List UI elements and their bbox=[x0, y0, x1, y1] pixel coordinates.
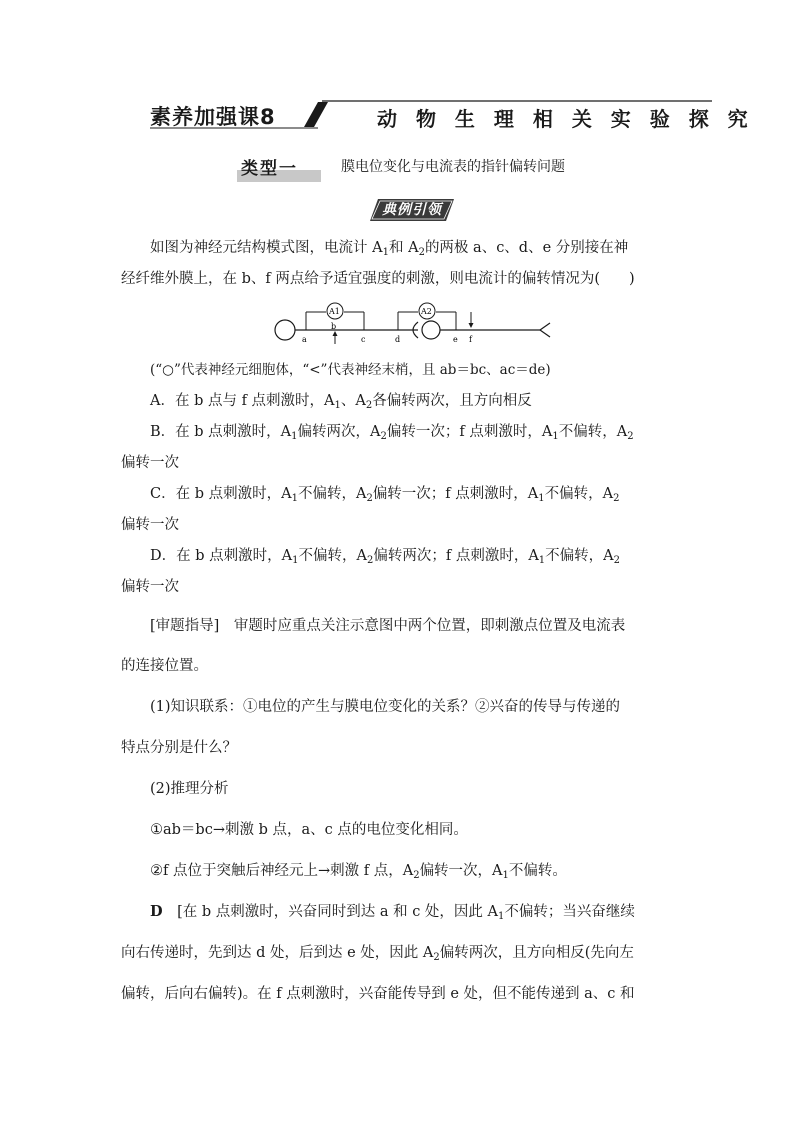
lesson-title: 素养加强课8 bbox=[150, 105, 276, 129]
answer-line1: D [在 b 点刺激时，兴奋同时到达 a 和 c 处，因此 $A_1$不偏转；当兴奋继续 bbox=[150, 903, 635, 922]
label-f: f bbox=[469, 335, 472, 344]
cell-body-1 bbox=[275, 320, 295, 340]
option-b-cont: 偏转一次 bbox=[121, 455, 179, 471]
nerve-ending-bottom bbox=[540, 330, 550, 337]
answer-line3: 偏转，后向右偏转)。在 f 点刺激时，兴奋能传导到 e 处，但不能传递到 a、c 和 bbox=[121, 986, 635, 1002]
type-section bbox=[241, 154, 565, 179]
reasoning-heading: (2)推理分析 bbox=[150, 781, 229, 797]
nerve-ending-top bbox=[540, 323, 550, 330]
option-d: D．在 b 点刺激时，$A_1$不偏转，$A_2$偏转两次；f 点刺激时，$A_1$不偏转，$A_2$ bbox=[150, 548, 621, 566]
answer-letter: D bbox=[150, 903, 163, 920]
knowledge-link-line1: (1)知识联系：①电位的产生与膜电位变化的关系？②兴奋的传导与传递的 bbox=[150, 699, 621, 715]
type-title: 膜电位变化与电流表的指针偏转问题 bbox=[341, 159, 565, 175]
diagram-note: (“○”代表神经元细胞体，“<”代表神经末梢，且 ab＝bc、ac＝de) bbox=[150, 362, 551, 378]
question-stem-line1: 如图为神经元结构模式图，电流计 $A_1$和 $A_2$的两极 a、c、d、e 分别接在神 bbox=[150, 240, 629, 258]
label-a: a bbox=[302, 335, 307, 344]
label-e: e bbox=[453, 335, 458, 344]
option-d-cont: 偏转一次 bbox=[121, 579, 179, 595]
neuron-diagram bbox=[268, 298, 568, 346]
meter-a1-label: A1 bbox=[329, 307, 340, 316]
reasoning-point-1: ①ab＝bc→刺激 b 点，a、c 点的电位变化相同。 bbox=[150, 822, 468, 838]
guide-line1: [审题指导] 审题时应重点关注示意图中两个位置，即刺激点位置及电流表 bbox=[150, 618, 626, 634]
type-label: 类型一 bbox=[241, 159, 298, 179]
answer-line2: 向右传递时，先到达 d 处，后到达 e 处，因此 $A_2$偏转两次，且方向相反(先向左 bbox=[121, 945, 634, 963]
label-b: b bbox=[331, 322, 337, 331]
meter-a2-label: A2 bbox=[421, 307, 432, 316]
example-badge bbox=[370, 198, 454, 222]
header-slash bbox=[304, 102, 328, 127]
knowledge-link-line2: 特点分别是什么？ bbox=[121, 740, 237, 756]
label-d: d bbox=[395, 335, 401, 344]
option-b: B．在 b 点刺激时，$A_1$偏转两次，$A_2$偏转一次；f 点刺激时，$A_1$不偏转，$A_2$ bbox=[150, 424, 634, 442]
option-c-cont: 偏转一次 bbox=[121, 517, 179, 533]
chapter-title: 动 物 生 理 相 关 实 验 探 究 bbox=[377, 107, 754, 131]
reasoning-point-2: ②f 点位于突触后神经元上→刺激 f 点，$A_2$偏转一次，$A_1$不偏转。 bbox=[150, 863, 567, 881]
option-c: C．在 b 点刺激时，$A_1$不偏转，$A_2$偏转一次；f 点刺激时，$A_1$不偏转，$A_2$ bbox=[150, 486, 620, 504]
label-c: c bbox=[361, 335, 366, 344]
option-a: A．在 b 点与 f 点刺激时，$A_1$、$A_2$各偏转两次，且方向相反 bbox=[150, 393, 532, 411]
question-stem-line2: 经纤维外膜上，在 b、f 两点给予适宜强度的刺激，则电流计的偏转情况为( ) bbox=[121, 271, 635, 287]
cell-body-2 bbox=[422, 321, 440, 339]
badge-text: 典例引领 bbox=[382, 202, 442, 218]
guide-line2: 的连接位置。 bbox=[121, 658, 208, 674]
